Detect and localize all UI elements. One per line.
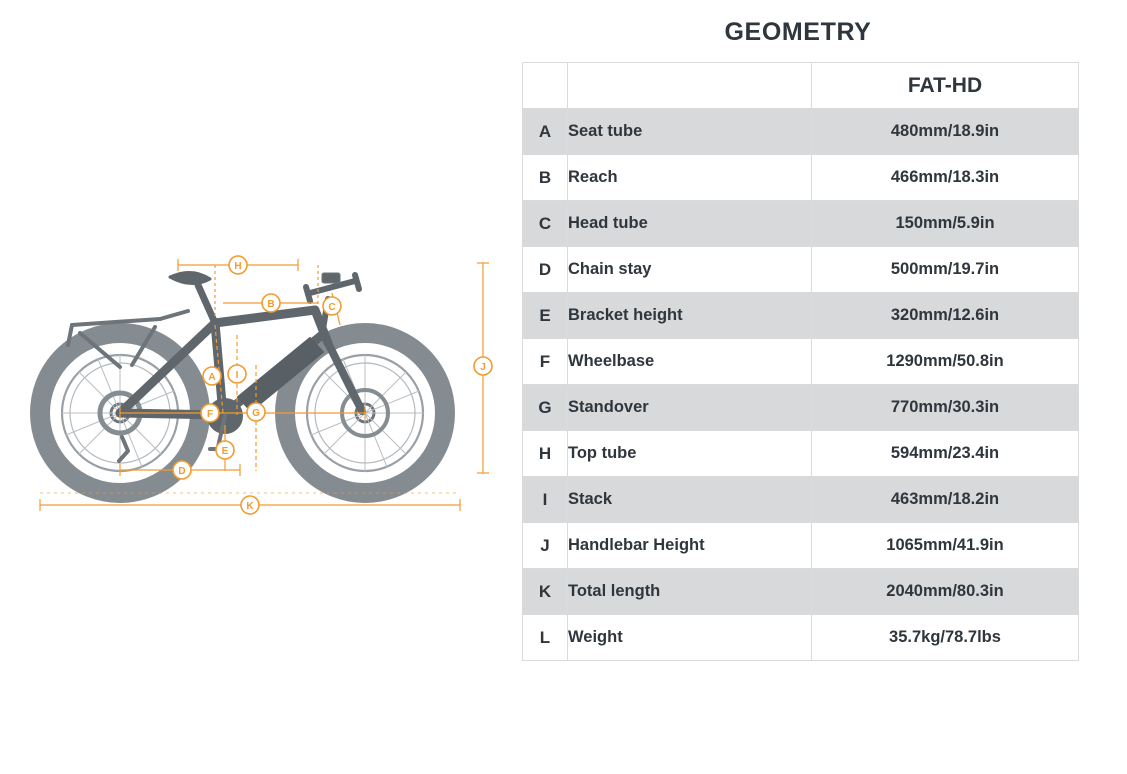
marker-I [228,365,246,383]
table-row [523,615,1079,661]
row-key: J [523,523,568,569]
row-name: Reach [568,155,812,201]
row-key: A [523,109,568,155]
marker-E [216,441,234,459]
svg-text:J: J [480,362,486,373]
row-name: Wheelbase [568,339,812,385]
marker-D [173,461,191,479]
bike-geometry-diagram [10,215,500,545]
table-row [523,431,1079,477]
svg-text:G: G [252,408,260,419]
table-row [523,385,1079,431]
table-row [523,339,1079,385]
svg-text:E: E [221,446,229,457]
row-value: 463mm/18.2in [812,477,1079,523]
marker-J [474,357,492,375]
row-name: Seat tube [568,109,812,155]
row-value: 35.7kg/78.7lbs [812,615,1079,661]
table-row [523,293,1079,339]
row-key: B [523,155,568,201]
geometry-table-panel [520,0,1120,647]
row-value: 1290mm/50.8in [812,339,1079,385]
row-value: 594mm/23.4in [812,431,1079,477]
row-value: 480mm/18.9in [812,109,1079,155]
marker-A [203,367,221,385]
row-key: L [523,615,568,661]
header-model: FAT-HD [812,63,1079,109]
row-key: C [523,201,568,247]
row-key: E [523,293,568,339]
header-key-blank [523,63,568,109]
row-value: 770mm/30.3in [812,385,1079,431]
svg-text:D: D [178,466,186,477]
row-name: Bracket height [568,293,812,339]
table-row [523,201,1079,247]
svg-text:A: A [208,372,216,383]
row-key: D [523,247,568,293]
marker-F [201,404,219,422]
row-value: 2040mm/80.3in [812,569,1079,615]
row-value: 500mm/19.7in [812,247,1079,293]
row-name: Stack [568,477,812,523]
row-key: F [523,339,568,385]
marker-C [323,297,341,315]
row-value: 466mm/18.3in [812,155,1079,201]
row-key: I [523,477,568,523]
table-row [523,569,1079,615]
table-row [523,247,1079,293]
table-header-row [523,63,1079,109]
svg-text:H: H [234,261,242,272]
svg-text:K: K [246,501,254,512]
geometry-table [522,62,1079,661]
row-name: Weight [568,615,812,661]
svg-text:I: I [235,370,239,381]
row-key: H [523,431,568,477]
table-row [523,477,1079,523]
row-key: G [523,385,568,431]
table-row [523,109,1079,155]
row-name: Head tube [568,201,812,247]
row-value: 320mm/12.6in [812,293,1079,339]
table-body [523,109,1079,661]
row-name: Handlebar Height [568,523,812,569]
table-row [523,155,1079,201]
row-name: Standover [568,385,812,431]
marker-B [262,294,280,312]
bike-illustration [40,272,445,493]
row-name: Total length [568,569,812,615]
marker-G [247,403,265,421]
svg-text:B: B [267,299,275,310]
table-row [523,523,1079,569]
row-key: K [523,569,568,615]
bike-diagram-panel [0,0,510,774]
row-name: Chain stay [568,247,812,293]
header-name-blank [568,63,812,109]
svg-text:C: C [328,302,336,313]
row-value: 150mm/5.9in [812,201,1079,247]
marker-K [241,496,259,514]
svg-text:F: F [206,409,214,420]
table-header [523,63,1079,109]
row-name: Top tube [568,431,812,477]
page-title: GEOMETRY [724,18,872,46]
marker-H [229,256,247,274]
row-value: 1065mm/41.9in [812,523,1079,569]
